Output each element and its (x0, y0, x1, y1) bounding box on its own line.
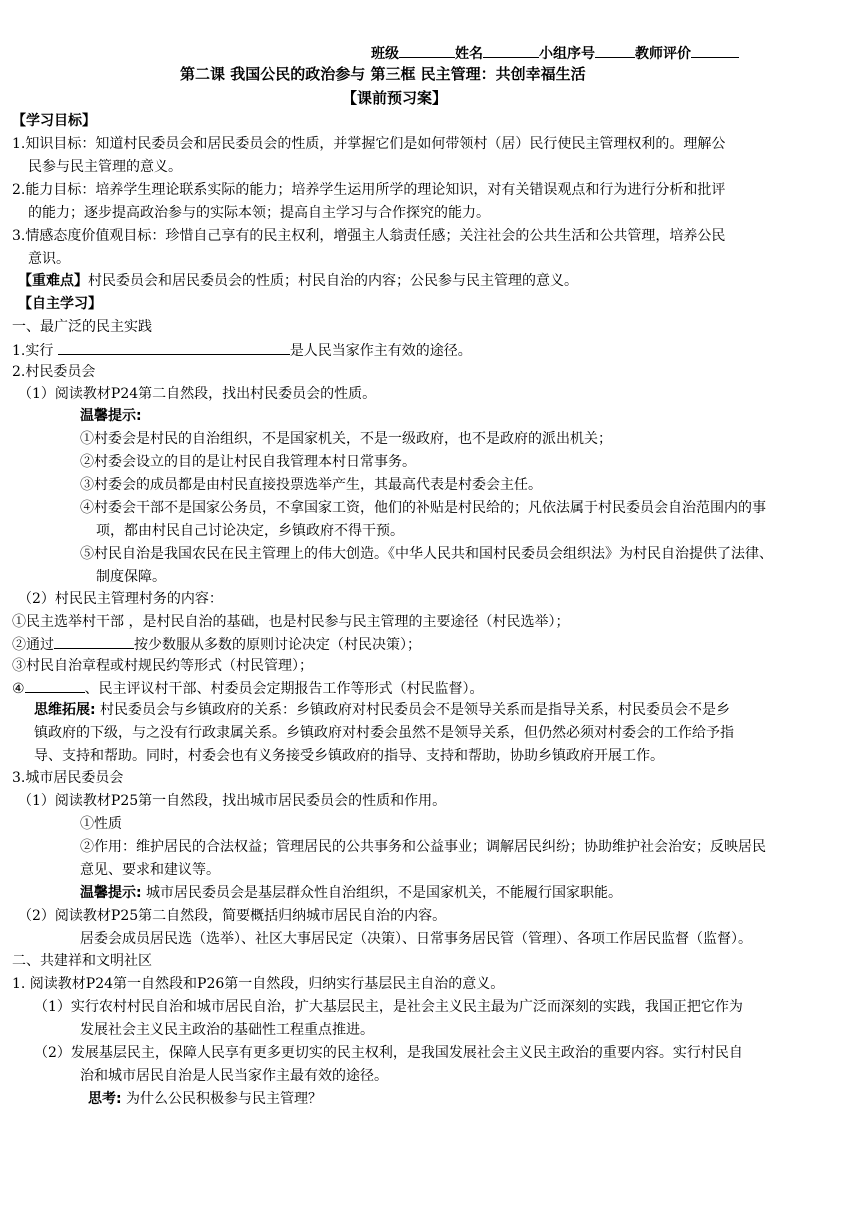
page-title: 第二课 我国公民的政治参与 第三框 民主管理：共创幸福生活 (180, 65, 586, 83)
item-3: ③村民自治章程或村规民约等形式（村民管理）； (12, 658, 313, 674)
section-2-question-1: 1. 阅读教材P24第一自然段和P26第一自然段，归纳实行基层民主自治的意义。 (12, 976, 505, 992)
section-2-para: 治和城市居民自治是人民当家作主最有效的途径。 (80, 1068, 388, 1084)
question-1 (12, 340, 472, 362)
question-3-1: （1）阅读教材P25第一自然段，找出城市居民委员会的性质和作用。 (18, 793, 447, 809)
goal-line: 民参与民主管理的意义。 (28, 159, 182, 175)
goal-line: 的能力；逐步提高政治参与的实际本领；提高自主学习与合作探究的能力。 (28, 205, 490, 221)
question-2: 2.村民委员会 (12, 364, 96, 380)
group-label: 小组序号 (539, 46, 595, 62)
extension-line: 镇政府的下级，与之没有行政隶属关系。乡镇政府对村委会虽然不是领导关系，但仍然必须对村委会的工作给予指 (34, 725, 734, 741)
section-2-para: （2）发展基层民主，保障人民享有更多更切实的民主权利，是我国发展社会主义民主政治的重要内容。实行村民自 (34, 1045, 743, 1061)
tip-line: 制度保障。 (96, 569, 166, 585)
eval-blank[interactable] (691, 43, 739, 58)
item-2-suffix: 按少数服从多数的原则讨论决定（村民决策）； (134, 637, 421, 653)
key-points-label: 【重难点】 (18, 273, 88, 289)
question-3-2-answer: 居委会成员居民选（选举）、社区大事居民定（决策）、日常事务居民管（管理）、各项工作居民监督（监督）。 (80, 931, 752, 947)
q1-suffix: 是人民当家作主有效的途径。 (289, 343, 472, 359)
tip-2-text: 城市居民委员会是基层群众性自治组织，不是国家机关，不能履行国家职能。 (141, 885, 623, 901)
tip-line: 项，都由村民自己讨论决定，乡镇政府不得干预。 (96, 523, 404, 539)
extension-text: 村民委员会与乡镇政府的关系：乡镇政府对村民委员会不是领导关系而是指导关系，村民委员会不是乡 (95, 702, 731, 718)
item-2-blank[interactable] (54, 634, 134, 649)
role-item: 意见、要求和建议等。 (80, 862, 220, 878)
name-blank[interactable] (483, 43, 539, 58)
item-4-suffix: 、民主评议村干部、村委员会定期报告工作等形式（村民监督）。 (84, 681, 484, 697)
tip-line: ③村委会的成员都是由村民直接投票选举产生，其最高代表是村委会主任。 (80, 477, 542, 493)
q1-prefix: 1.实行 (12, 343, 58, 359)
goal-line: 意识。 (28, 251, 70, 267)
key-points (18, 271, 578, 292)
question-3-2: （2）阅读教材P25第二自然段，简要概括归纳城市居民自治的内容。 (18, 908, 447, 924)
item-4 (12, 678, 484, 700)
tip-line: ④村委会干部不是国家公务员，不拿国家工资，他们的补贴是村民给的；凡依法属于村民委员会自治范围内的事 (80, 500, 766, 516)
extension-line: 导、支持和帮助。同时，村委会也有义务接受乡镇政府的指导、支持和帮助，协助乡镇政府开展工作。 (34, 748, 664, 764)
self-study-heading: 【自主学习】 (18, 296, 102, 312)
question-2-1: （1）阅读教材P24第二自然段，找出村民委员会的性质。 (18, 386, 377, 402)
section-1-heading: 一、最广泛的民主实践 (12, 319, 152, 335)
key-points-text: 村民委员会和居民委员会的性质；村民自治的内容；公民参与民主管理的意义。 (88, 273, 578, 289)
role-item: ②作用：维护居民的合法权益；管理居民的公共事务和公益事业；调解居民纠纷；协助维护社会治安；反映居民 (80, 839, 766, 855)
group-blank[interactable] (595, 43, 635, 58)
item-2-prefix: ②通过 (12, 637, 54, 653)
class-blank[interactable] (399, 43, 455, 58)
item-4-prefix: ④ (12, 681, 25, 697)
question-3: 3.城市居民委员会 (12, 770, 124, 786)
tip-label: 温馨提示: (80, 408, 142, 424)
think-line (88, 1089, 322, 1110)
extension-line (34, 700, 730, 721)
eval-label: 教师评价 (635, 46, 691, 62)
section-2-para: 发展社会主义民主政治的基础性工程重点推进。 (80, 1022, 374, 1038)
goal-line: 2.能力目标：培养学生理论联系实际的能力；培养学生运用所学的理论知识，对有关错误观点和行为进行分析和批评 (12, 182, 726, 198)
tip-line: ⑤村民自治是我国农民在民主管理上的伟大创造。《中华人民共和国村民委员会组织法》为村民自治提供了法律、 (80, 546, 773, 562)
name-label: 姓名 (455, 46, 483, 62)
tip-2 (80, 883, 622, 904)
think-text: 为什么公民积极参与民主管理？ (121, 1091, 323, 1107)
page-subtitle: 【课前预习案】 (342, 89, 448, 107)
goal-line: 3.情感态度价值观目标：珍惜自己享有的民主权利，增强主人翁责任感；关注社会的公共生活和公共管理，培养公民 (12, 228, 726, 244)
item-4-blank[interactable] (25, 678, 85, 693)
tip-line: ②村委会设立的目的是让村民自我管理本村日常事务。 (80, 454, 416, 470)
class-label: 班级 (371, 46, 399, 62)
section-2-para: （1）实行农村村民自治和城市居民自治，扩大基层民主，是社会主义民主最为广泛而深刻的实践，我国正把它作为 (34, 999, 743, 1015)
item-1: ①民主选举村干部 ，是村民自治的基础，也是村民参与民主管理的主要途径（村民选举）； (12, 614, 570, 630)
tip-line: ①村委会是村民的自治组织，不是国家机关，不是一级政府，也不是政府的派出机关； (80, 431, 612, 447)
tip-2-label: 温馨提示: (80, 885, 142, 901)
question-2-2: （2）村民民主管理村务的内容： (18, 591, 223, 607)
extension-label: 思维拓展: (34, 702, 96, 718)
q1-blank[interactable] (58, 340, 290, 355)
think-label: 思考: (88, 1091, 122, 1107)
section-2-heading: 二、共建祥和文明社区 (12, 953, 152, 969)
goals-heading: 【学习目标】 (12, 113, 96, 129)
item-2 (12, 634, 421, 656)
header-fields (371, 43, 739, 65)
goal-line: 1.知识目标：知道村民委员会和居民委员会的性质，并掌握它们是如何带领村（居）民行使民主管理权利的。理解公 (12, 136, 726, 152)
nature-item: ①性质 (80, 816, 122, 832)
